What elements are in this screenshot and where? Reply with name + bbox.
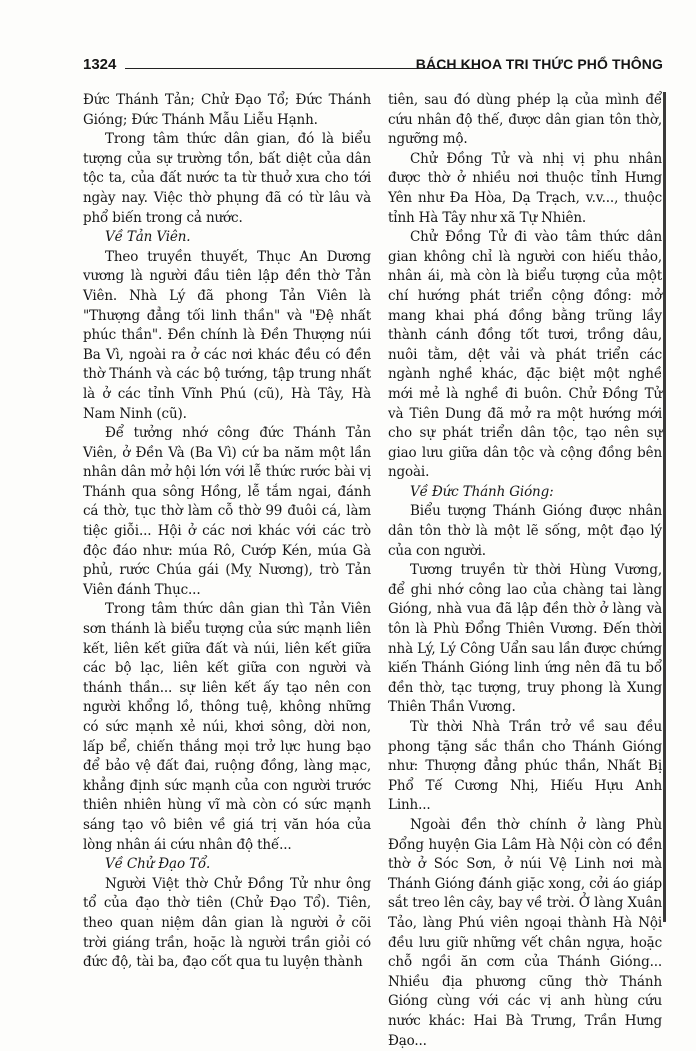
paragraph: Theo truyền thuyết, Thục An Dương vương là người đầu tiên lập đền thờ Tản Viên. Nhà Lý đã phong Tản Viên là "Thượng đẳng tối linh thần" và "Đệ nhất phúc thần". Đền chính là Đền Thượng núi Ba Vì, ngoài ra ở các nơi khác đều có đền thờ Thánh và các bộ tướng, tập trung nhất là ở các tỉnh Vĩnh Phú (cũ), Hà Tây, Hà Nam Ninh (cũ). [83, 248, 371, 422]
section-heading: Về Tản Viên. [105, 229, 191, 246]
page-edge-bar [663, 92, 666, 922]
paragraph: Đức Thánh Tản; Chử Đạo Tổ; Đức Thánh Gióng; Đức Thánh Mẫu Liễu Hạnh. [83, 92, 371, 128]
book-title: BÁCH KHOA TRI THỨC PHỔ THÔNG [415, 56, 663, 72]
paragraph: Chử Đồng Tử và nhị vị phu nhân được thờ ở nhiều nơi thuộc tỉnh Hưng Yên như Đa Hòa, Dạ Trạch, v.v..., thuộc tỉnh Hà Tây như xã Tự Nhiên. [388, 150, 662, 226]
paragraph: Ngoài đền thờ chính ở làng Phù Đổng huyện Gia Lâm Hà Nội còn có đền thờ ở Sóc Sơn, ở núi Vệ Linh nơi mà Thánh Gióng đánh giặc xong, cởi áo giáp sắt treo lên cây, bay về trời. Ở làng Xuân Tảo, làng Phú viên ngoại thành Hà Nội đều lưu giữ những vết chân ngựa, hoặc chỗ ngồi ăn cơm của Thánh Gióng... Nhiều địa phương cũng thờ Thánh Gióng cùng với các vị anh hùng cứu nước khác: Hai Bà Trưng, Trần Hưng Đạo... [388, 816, 662, 1049]
section-heading: Về Đức Thánh Gióng: [410, 483, 554, 500]
page-number: 1324 [83, 56, 117, 73]
right-column [388, 91, 662, 1051]
paragraph: Chử Đồng Tử đi vào tâm thức dân gian không chỉ là người con hiếu thảo, nhân ái, mà còn là biểu tượng của một chí hướng phát triển cộng đồng: mở mang khai phá đồng bằng trũng lầy thành cánh đồng tốt tươi, trồng dâu, nuôi tằm, dệt vải và phát triển các ngành nghề khác, đặc biệt một nghề mới mẻ là nghề đi buôn. Chử Đồng Tử và Tiên Dung đã mở ra một hướng mới cho sự phát triển dân tộc, tạo nên sự giao lưu giữa dân tộc và cộng đồng bên ngoài. [388, 229, 662, 481]
paragraph: tiên, sau đó dùng phép lạ của mình để cứu nhân độ thế, được dân gian tôn thờ, ngưỡng mộ. [388, 92, 662, 148]
paragraph: Người Việt thờ Chử Đồng Tử như ông tổ của đạo thờ tiên (Chử Đạo Tổ). Tiên, theo quan niệm dân gian là người ở cõi trời giáng trần, hoặc là người trần giỏi có đức độ, tài ba, đạo cốt qua tu luyện thành [83, 875, 371, 971]
left-column [83, 91, 371, 973]
paragraph: Để tưởng nhớ công đức Thánh Tản Viên, ở Đền Và (Ba Vì) cứ ba năm một lần nhân dân mở hội lớn với lễ thức rước bài vị Thánh qua sông Hồng, lễ tắm ngai, đánh cá thờ, tục thờ làm cỗ thờ 99 đuôi cá, làm tiệc giỗi... Hội ở các nơi khác với các trò độc đáo như: múa Rô, Cướp Kén, múa Gà phủ, rước Chúa gái (Mỵ Nương), trò Tản Viên đánh Thục... [83, 425, 371, 598]
page-header [83, 50, 663, 78]
paragraph: Trong tâm thức dân gian, đó là biểu tượng của sự trường tồn, bất diệt của dân tộc ta, của đất nước ta từ thuở xưa cho tới ngày nay. Việc thờ phụng đã có từ lâu và phổ biến trong cả nước. [83, 131, 371, 226]
paragraph: Biểu tượng Thánh Gióng được nhân dân tôn thờ là một lẽ sống, một đạo lý của con người. [388, 503, 662, 559]
paragraph: Tương truyền từ thời Hùng Vương, để ghi nhớ công lao của chàng tai làng Gióng, nhà vua đã lập đền thờ ở làng và tôn là Phù Đổng Thiên Vương. Đến thời nhà Lý, Lý Công Uẩn sau lần được chứng kiến Thánh Gióng linh ứng nên đã tu bổ đền thờ, tạc tượng, truy phong là Xung Thiên Thần Vương. [388, 562, 662, 716]
section-heading: Về Chử Đạo Tổ. [105, 856, 211, 873]
paragraph: Từ thời Nhà Trần trở về sau đều phong tặng sắc thần cho Thánh Gióng như: Thượng đẳng phúc thần, Nhất Bị Phổ Tế Cương Nhị, Hiếu Hựu Anh Linh... [388, 719, 662, 814]
paragraph: Trong tâm thức dân gian thì Tản Viên sơn thánh là biểu tượng của sức mạnh liên kết, liên kết giữa đất và núi, liên kết giữa các bộ lạc, liên kết giữa con người và thánh thần... sự liên kết ấy tạo nên con người khổng lồ, thông tuệ, không những có sức mạnh xẻ núi, khơi sông, dời non, lấp bể, chiến thắng mọi trở lực hung bạo để bảo vệ đất đai, ruộng đồng, làng mạc, khẳng định sức mạnh của con người trước thiên nhiên hùng vĩ mà còn có sức mạnh sáng tạo vô biên về giá trị văn hóa của lòng nhân ái cứu nhân độ thế... [83, 601, 371, 853]
